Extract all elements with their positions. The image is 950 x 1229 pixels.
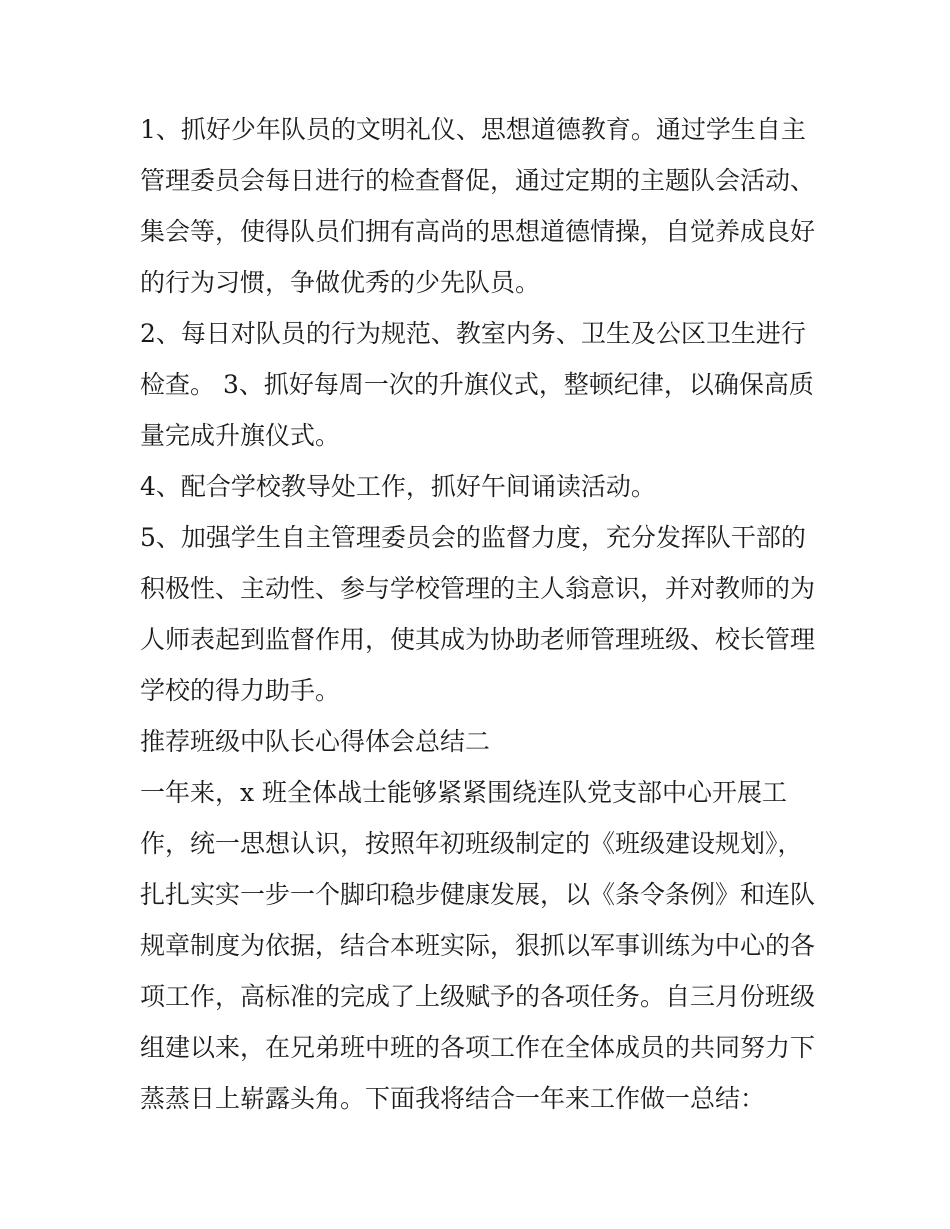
text-line: 一年来，x 班全体战士能够紧紧围绕连队党支部中心开展工 — [140, 778, 788, 807]
section-heading: 推荐班级中队长心得体会总结二 — [140, 727, 491, 756]
text-line: 2、每日对队员的行为规范、教室内务、卫生及公区卫生进行 — [140, 319, 806, 348]
text-line: 的行为习惯，争做优秀的少先队员。 — [140, 268, 541, 297]
text-line: 1、抓好少年队员的文明礼仪、思想道德教育。通过学生自主 — [140, 115, 806, 144]
text-line: 5、加强学生自主管理委员会的监督力度，充分发挥队干部的 — [140, 523, 806, 552]
text-line: 项工作，高标准的完成了上级赋予的各项任务。自三月份班级 — [140, 982, 816, 1011]
text-line: 蒸蒸日上崭露头角。下面我将结合一年来工作做一总结： — [140, 1084, 766, 1113]
text-line: 扎扎实实一步一个脚印稳步健康发展，以《条令条例》和连队 — [140, 880, 816, 909]
text-line: 人师表起到监督作用，使其成为协助老师管理班级、校长管理 — [140, 625, 816, 654]
text-line: 积极性、主动性、参与学校管理的主人翁意识，并对教师的为 — [140, 574, 816, 603]
text-line: 管理委员会每日进行的检查督促，通过定期的主题队会活动、 — [140, 166, 816, 195]
document-body — [140, 104, 830, 1124]
text-line: 量完成升旗仪式。 — [140, 421, 341, 450]
text-line: 组建以来，在兄弟班中班的各项工作在全体成员的共同努力下 — [140, 1033, 816, 1062]
text-line: 检查。 3、抓好每周一次的升旗仪式，整顿纪律，以确保高质 — [140, 370, 814, 399]
text-line: 作，统一思想认识，按照年初班级制定的《班级建设规划》， — [140, 829, 803, 858]
text-line: 学校的得力助手。 — [140, 676, 341, 705]
text-line: 规章制度为依据，结合本班实际，狠抓以军事训练为中心的各 — [140, 931, 816, 960]
text-line: 4、配合学校教导处工作，抓好午间诵读活动。 — [140, 472, 656, 501]
text-line: 集会等，使得队员们拥有高尚的思想道德情操，自觉养成良好 — [140, 217, 816, 246]
